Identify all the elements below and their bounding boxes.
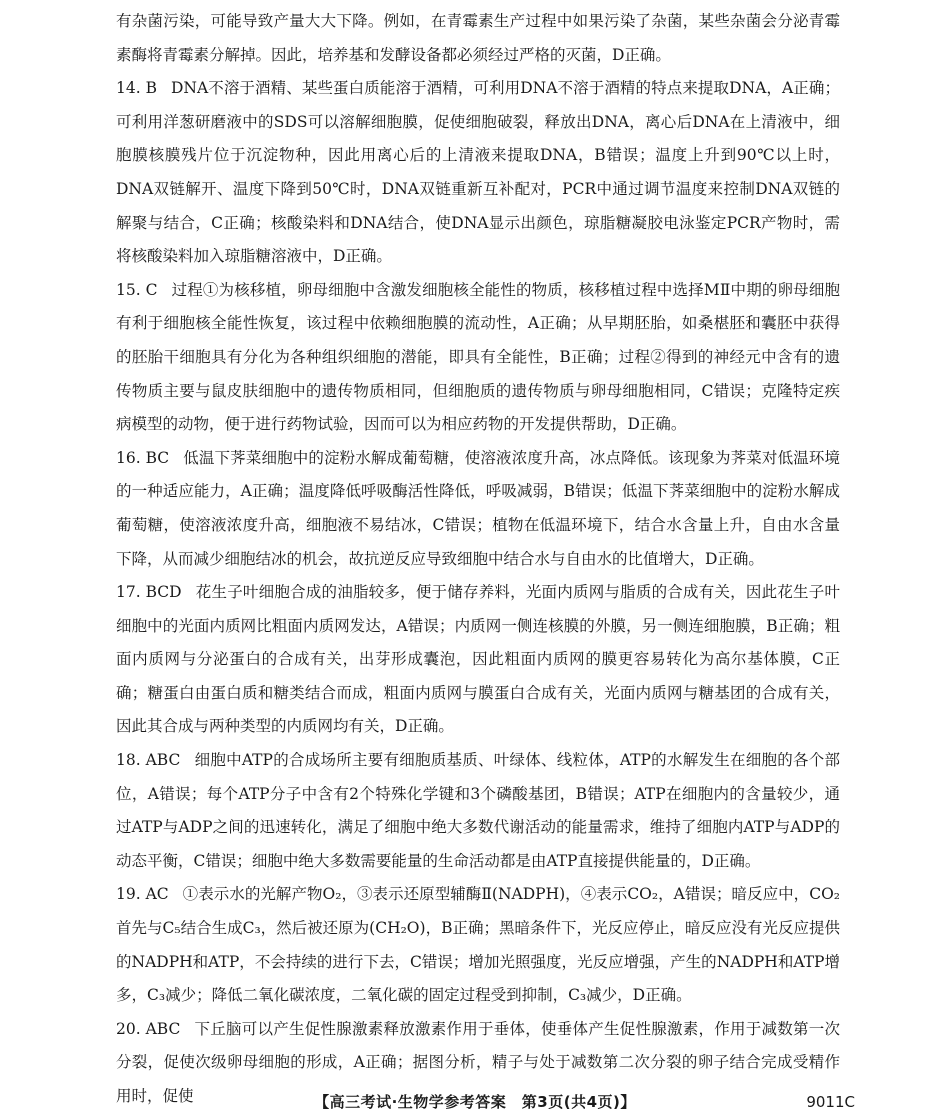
answer-paragraph-15 — [116, 274, 840, 442]
question-number: 20. ABC — [116, 1019, 181, 1038]
paragraph-text: 有杂菌污染，可能导致产量大大下降。例如，在青霉素生产过程中如果污染了杂菌，某些杂菌会分泌青霉素酶将青霉素分解掉。因此，培养基和发酵设备都必须经过严格的灭菌，D正确。 — [116, 12, 840, 64]
question-number: 18. ABC — [116, 751, 181, 770]
paragraph-text: DNA不溶于酒精、某些蛋白质能溶于酒精，可利用DNA不溶于酒精的特点来提取DNA，A正确；可利用洋葱研磨液中的SDS可以溶解细胞膜，促使细胞破裂，释放出DNA，离心后DNA在上清液中，细胞膜核膜残片位于沉淀物种，因此用离心后的上清液来提取DNA，B错误；温度上升到90℃以上时，DNA双链解开、温度下降到50℃时，DNA双链重新互补配对，PCR中通过调节温度来控制DNA双链的解聚与结合，C正确；核酸染料和DNA结合，使DNA显示出颜色，琼脂糖凝胶电泳鉴定PCR产物时，需将核酸染料加入琼脂糖溶液中，D正确。 — [116, 79, 840, 266]
footer-title: 【高三考试·生物学参考答案 第3页(共4页)】 — [314, 1093, 636, 1111]
paragraph-text: 花生子叶细胞合成的油脂较多，便于储存养料，光面内质网与脂质的合成有关，因此花生子叶细胞中的光面内质网比粗面内质网发达，A错误；内质网一侧连核膜的外膜，另一侧连细胞膜，B正确；粗面内质网与分泌蛋白的合成有关，出芽形成囊泡，因此粗面内质网的膜更容易转化为高尔基体膜，C正确；糖蛋白由蛋白质和糖类结合而成，粗面内质网与膜蛋白合成有关，光面内质网与糖基团的合成有关，因此其合成与两种类型的内质网均有关，D正确。 — [116, 583, 840, 736]
paragraph-text: 低温下荠菜细胞中的淀粉水解成葡萄糖，使溶液浓度升高，冰点降低。该现象为荠菜对低温环境的一种适应能力，A正确；温度降低呼吸酶活性降低，呼吸减弱，B错误；低温下荠菜细胞中的淀粉水解成葡萄糖，使溶液浓度升高，细胞液不易结冰，C错误；植物在低温环境下，结合水含量上升，自由水含量下降，从而减少细胞结冰的机会，故抗逆反应导致细胞中结合水与自由水的比值增大，D正确。 — [116, 448, 840, 568]
question-number: 14. B — [116, 79, 157, 98]
answer-paragraph-16 — [116, 442, 840, 576]
question-number: 15. C — [116, 280, 158, 299]
answer-paragraph-19 — [116, 878, 840, 1012]
question-number: 17. BCD — [116, 583, 182, 602]
answer-content — [116, 5, 840, 1114]
question-number: 19. AC — [116, 885, 169, 904]
page-footer — [0, 1086, 950, 1110]
paragraph-text: 过程①为核移植，卵母细胞中含激发细胞核全能性的物质，核移植过程中选择MⅡ中期的卵母细胞有利于细胞核全能性恢复，该过程中依赖细胞膜的流动性，A正确；从早期胚胎，如桑椹胚和囊胚中获得的胚胎干细胞具有分化为各种组织细胞的潜能，即具有全能性，B正确；过程②得到的神经元中含有的遗传物质主要与鼠皮肤细胞中的遗传物质相同，但细胞质的遗传物质与卵母细胞相同，C错误；克隆特定疾病模型的动物，便于进行药物试验，因而可以为相应药物的开发提供帮助，D正确。 — [116, 280, 840, 434]
paragraph-text: 下丘脑可以产生促性腺激素释放激素作用于垂体，使垂体产生促性腺激素，作用于减数第一次分裂，促使次级卵母细胞的形成，A正确；据图分析，精子与处于减数第二次分裂的卵子结合完成受精作用时，促使 — [116, 1019, 840, 1105]
paragraph-text: 细胞中ATP的合成场所主要有细胞质基质、叶绿体、线粒体，ATP的水解发生在细胞的各个部位，A错误；每个ATP分子中含有2个特殊化学键和3个磷酸基团，B错误；ATP在细胞内的含量较少，通过ATP与ADP之间的迅速转化，满足了细胞中绝大多数代谢活动的能量需求，维持了细胞内ATP与ADP的动态平衡，C错误；细胞中绝大多数需要能量的生命活动都是由ATP直接提供能量的，D正确。 — [116, 751, 840, 870]
answer-paragraph-14 — [116, 72, 840, 274]
paragraph-text: ①表示水的光解产物O₂，③表示还原型辅酶Ⅱ(NADPH)，④表示CO₂，A错误；暗反应中，CO₂首先与C₅结合生成C₃，然后被还原为(CH₂O)，B正确；黑暗条件下，光反应停止，暗反应没有光反应提供的NADPH和ATP，不会持续的进行下去，C错误；增加光照强度，光反应增强，产生的NADPH和ATP增多，C₃减少；降低二氧化碳浓度，二氧化碳的固定过程受到抑制，C₃减少，D正确。 — [116, 885, 840, 1005]
footer-code: 9011C — [806, 1093, 855, 1111]
answer-paragraph-13-continued — [116, 5, 840, 72]
answer-paragraph-18 — [116, 744, 840, 878]
answer-paragraph-17 — [116, 576, 840, 744]
question-number: 16. BC — [116, 448, 170, 467]
